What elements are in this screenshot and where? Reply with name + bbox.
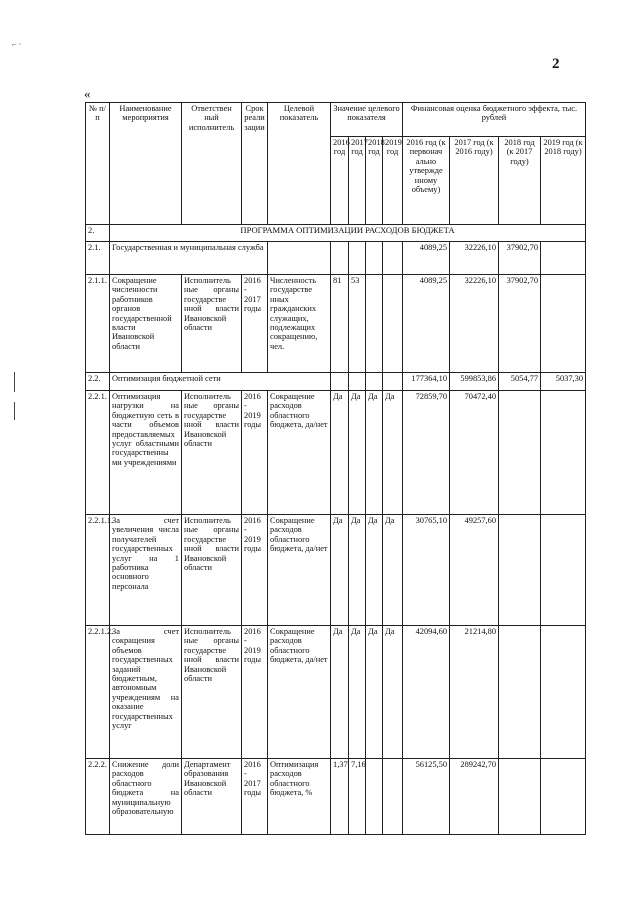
- row-responsible: Департамент образования Ивановской области: [182, 759, 242, 835]
- row-y2019: [383, 759, 403, 835]
- row-y2019: Да: [383, 626, 403, 759]
- row-f2016: 177364,10: [403, 373, 450, 391]
- row-f2019: [541, 242, 586, 275]
- row-f2017: 32226,10: [450, 242, 499, 275]
- row-f2018: 37902,70: [499, 275, 541, 373]
- budget-optimization-table: [85, 102, 586, 835]
- table-row: [86, 515, 586, 626]
- row-f2016: 56125,50: [403, 759, 450, 835]
- row-f2018: [499, 391, 541, 515]
- row-f2019: 5037,30: [541, 373, 586, 391]
- row-y2018: [366, 373, 383, 391]
- row-y2017: Да: [349, 391, 366, 515]
- row-term: 2016 - 2019 годы: [242, 626, 268, 759]
- row-f2017: 599853,86: [450, 373, 499, 391]
- row-f2018: 37902,70: [499, 242, 541, 275]
- row-f2019: [541, 391, 586, 515]
- header-term: Срок реали зации: [242, 103, 268, 225]
- row-f2019: [541, 515, 586, 626]
- row-y2016: [331, 373, 349, 391]
- section-row: [86, 225, 586, 242]
- row-name: Оптимизация нагрузки на бюджетную сеть в части объемов предоставляемых услуг областными государственны ми учреждениями: [110, 391, 182, 515]
- row-num: 2.2.: [86, 373, 110, 391]
- header-responsible: Ответствен ный исполнитель: [182, 103, 242, 225]
- row-y2016: Да: [331, 626, 349, 759]
- header-num: № п/п: [86, 103, 110, 225]
- row-num: 2.2.1.: [86, 391, 110, 515]
- table-row: [86, 275, 586, 373]
- row-indicator: Сокращение расходов областного бюджета, да/нет: [268, 515, 331, 626]
- header-fin-2017: 2017 год (к 2016 году): [450, 137, 499, 225]
- row-name: За счет увеличения числа получателей государственных услуг на 1 работника основного персонала: [110, 515, 182, 626]
- row-y2016: 1,37: [331, 759, 349, 835]
- row-indicator: Сокращение расходов областного бюджета, да/нет: [268, 626, 331, 759]
- row-name: Оптимизация бюджетной сети: [110, 373, 331, 391]
- row-f2016: 72859,70: [403, 391, 450, 515]
- row-term: 2016 - 2017 годы: [242, 275, 268, 373]
- row-f2019: [541, 275, 586, 373]
- margin-scan-mark: ⌐ ·: [12, 40, 22, 49]
- header-row: [86, 103, 586, 137]
- row-y2018: [366, 275, 383, 373]
- row-y2016: Да: [331, 391, 349, 515]
- row-f2017: 70472,40: [450, 391, 499, 515]
- row-y2017: 53: [349, 275, 366, 373]
- row-y2017: 7,16: [349, 759, 366, 835]
- row-name: Государственная и муниципальная служба: [110, 242, 268, 275]
- row-f2016: 30765,10: [403, 515, 450, 626]
- header-year-2018: 2018 год: [366, 137, 383, 225]
- table-row: [86, 373, 586, 391]
- header-financial: Финансовая оценка бюджетного эффекта, тыс. рублей: [403, 103, 586, 137]
- row-y2018: [366, 759, 383, 835]
- row-responsible: Исполнитель ные органы государстве нной власти Ивановской области: [182, 626, 242, 759]
- row-f2016: 4089,25: [403, 242, 450, 275]
- row-num: 2.1.: [86, 242, 110, 275]
- row-y2019: [383, 275, 403, 373]
- scan-artifact-line: [14, 372, 15, 392]
- row-f2019: [541, 759, 586, 835]
- row-y2017: [349, 373, 366, 391]
- row-f2018: 5054,77: [499, 373, 541, 391]
- row-f2017: 49257,60: [450, 515, 499, 626]
- header-name: Наименование мероприятия: [110, 103, 182, 225]
- scan-artifact-line: [14, 402, 15, 420]
- table-row: [86, 242, 586, 275]
- row-name: Сокращение численности работников органов государственной власти Ивановской области: [110, 275, 182, 373]
- row-indicator: Численность государстве нных гражданских служащих, подлежащих сокращению, чел.: [268, 275, 331, 373]
- page-number: 2: [552, 56, 560, 72]
- header-year-2017: 2017 год: [349, 137, 366, 225]
- row-y2017: [349, 242, 366, 275]
- row-f2018: [499, 759, 541, 835]
- header-year-2019: 2019 год: [383, 137, 403, 225]
- table-row: [86, 626, 586, 759]
- header-year-2016: 2016 год: [331, 137, 349, 225]
- row-f2018: [499, 626, 541, 759]
- header-indicator: Целевой показатель: [268, 103, 331, 225]
- row-responsible: Исполнитель ные органы государстве нной власти Ивановской области: [182, 275, 242, 373]
- row-term: 2016 - 2017 годы: [242, 759, 268, 835]
- row-f2017: 21214,80: [450, 626, 499, 759]
- row-y2016: 81: [331, 275, 349, 373]
- row-num: 2.2.1.2.: [86, 626, 110, 759]
- row-name: Снижение доли расходов областного бюджета на муниципальную образовательную: [110, 759, 182, 835]
- row-y2019: Да: [383, 515, 403, 626]
- row-num: 2.2.1.1.: [86, 515, 110, 626]
- row-indicator: [268, 242, 331, 275]
- table-row: [86, 759, 586, 835]
- header-fin-2018: 2018 год (к 2017 году): [499, 137, 541, 225]
- row-num: 2.2.2.: [86, 759, 110, 835]
- header-fin-2019: 2019 год (к 2018 году): [541, 137, 586, 225]
- row-responsible: Исполнитель ные органы государстве нной власти Ивановской области: [182, 391, 242, 515]
- row-f2019: [541, 626, 586, 759]
- row-f2018: [499, 515, 541, 626]
- row-f2017: 32226,10: [450, 275, 499, 373]
- row-indicator: Оптимизация расходов областного бюджета, %: [268, 759, 331, 835]
- row-term: 2016 - 2019 годы: [242, 515, 268, 626]
- row-y2019: [383, 373, 403, 391]
- row-y2018: [366, 242, 383, 275]
- opening-quote: «: [84, 86, 91, 101]
- row-name: За счет сокращения объемов государственных заданий бюджетным, автономным учреждениям на оказание государственных услуг: [110, 626, 182, 759]
- row-f2017: 289242,70: [450, 759, 499, 835]
- header-target-value: Значение целевого показателя: [331, 103, 403, 137]
- header-fin-2016: 2016 год (к первонач ально утвержде нному объему): [403, 137, 450, 225]
- table-row: [86, 391, 586, 515]
- row-y2018: Да: [366, 515, 383, 626]
- row-responsible: Исполнитель ные органы государстве нной власти Ивановской области: [182, 515, 242, 626]
- row-y2019: Да: [383, 391, 403, 515]
- row-indicator: Сокращение расходов областного бюджета, да/нет: [268, 391, 331, 515]
- row-y2016: [331, 242, 349, 275]
- row-num: 2.1.1.: [86, 275, 110, 373]
- row-y2018: Да: [366, 626, 383, 759]
- section-num: 2.: [86, 225, 110, 242]
- row-f2016: 42094,60: [403, 626, 450, 759]
- row-y2019: [383, 242, 403, 275]
- row-f2016: 4089,25: [403, 275, 450, 373]
- row-y2017: Да: [349, 515, 366, 626]
- section-title: ПРОГРАММА ОПТИМИЗАЦИИ РАСХОДОВ БЮДЖЕТА: [110, 225, 586, 242]
- row-y2016: Да: [331, 515, 349, 626]
- row-y2017: Да: [349, 626, 366, 759]
- row-y2018: Да: [366, 391, 383, 515]
- row-term: 2016 - 2019 годы: [242, 391, 268, 515]
